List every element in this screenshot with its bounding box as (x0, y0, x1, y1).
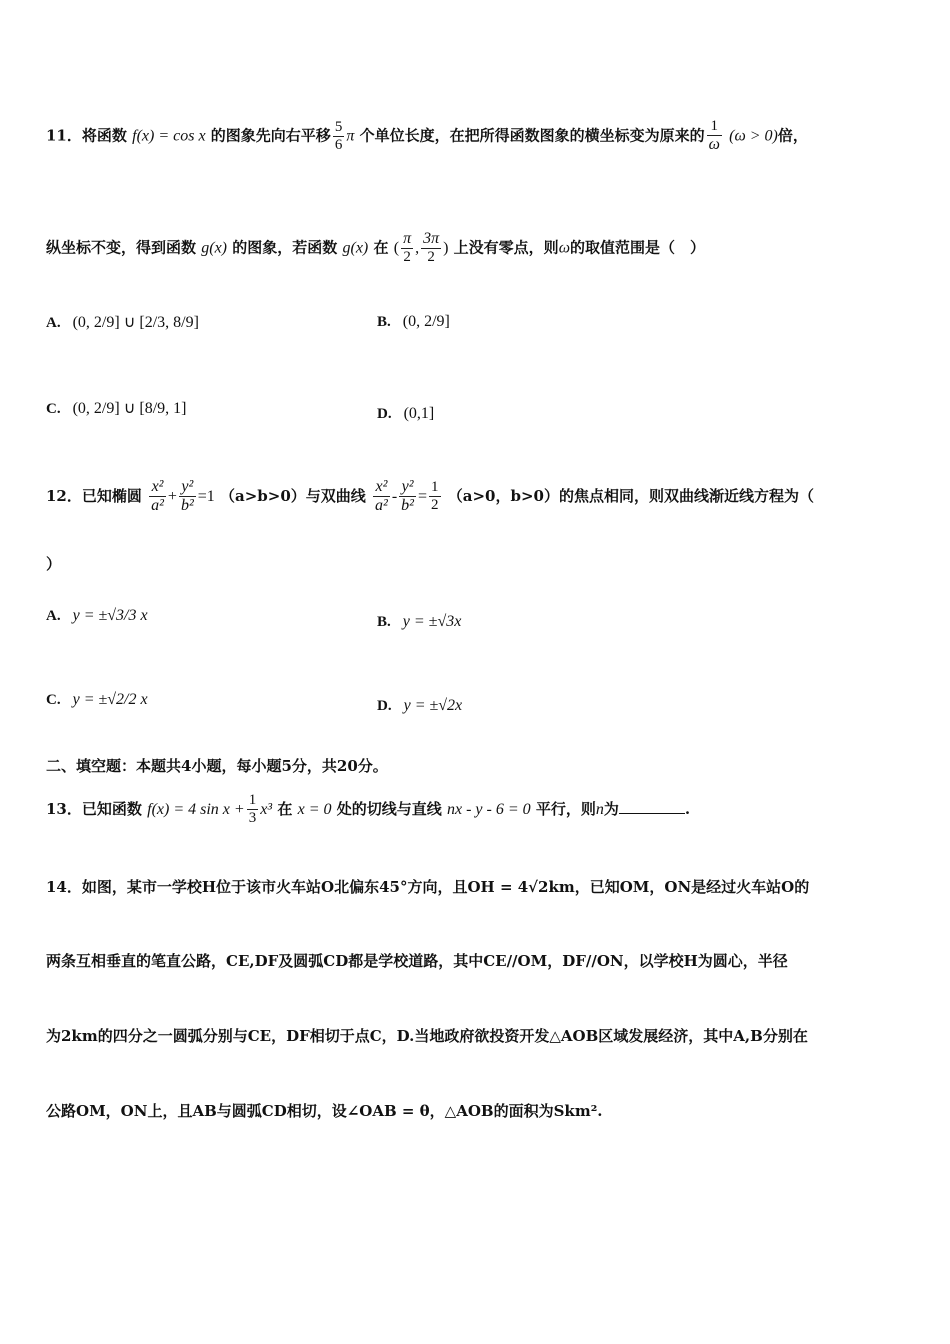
q11-interval-right: $\frac{3\pi}{2}$ (423, 230, 440, 266)
q11-line1: 11．将函数 f(x) = cos x 的图象先向右平移 $\frac{5}{6}$ π 个单位长度，在把所得函数图象的横坐标变为原来的 $\frac{1}{\omega}$ (ω > 0)倍， (46, 118, 808, 154)
q11-shift-fraction: $\frac{5}{6}$ (334, 118, 343, 153)
q11-line2: 纵坐标不变，得到函数 g(x) 的图象，若函数 g(x) 在 ( $\frac{\pi}{2}$ , $\frac{3\pi}{2}$ ) 上没有零点，则ω的取值范围是（ ） (46, 230, 705, 266)
q11-option-c[interactable]: C. (0, 2/9] ∪ [8/9, 1] (46, 400, 187, 417)
q14-line4: 公路OM，ON上，且AB与圆弧CD相切，设∠OAB = θ，△AOB的面积为Skm². (46, 1102, 603, 1120)
q12-option-b[interactable]: B. y = ±√3x (377, 613, 462, 630)
q13-line: 13．已知函数 f(x) = 4 sin x + $\frac{1}{3}$ x³ 在 x = 0 处的切线与直线 nx - y - 6 = 0 平行，则n为 . (46, 792, 691, 827)
q12-close-paren: ） (46, 555, 62, 573)
q12-line1: 12．已知椭圆 $\frac{\text{x²}}{\text{a²}}$ + $\frac{\text{y²}}{\text{b²}}$ =1 （a>b>0）与双曲线 $\frac{\text{x²}}{\text{a²}}$ - $\frac{\text{y²}}{\text{b²}}$ = $\frac{1}{2}$ （a>0，b>0）的焦点相同，则双曲线渐近线方程为（ (46, 478, 814, 515)
q12-option-a[interactable]: A. y = ±√3/3 x (46, 607, 148, 624)
q13-answer-blank[interactable] (619, 813, 685, 814)
q14-line1: 14．如图，某市一学校H位于该市火车站O北偏东45°方向，且OH = 4√2km，已知OM，ON是经过火车站O的 (46, 878, 810, 896)
q12-option-d[interactable]: D. y = ±√2x (377, 697, 463, 714)
q12-number: 12． (46, 486, 82, 505)
q11-option-a[interactable]: A. (0, 2/9] ∪ [2/3, 8/9] (46, 314, 199, 331)
q11-number: 11． (46, 126, 82, 145)
section-heading: 二、填空题：本题共4小题，每小题5分，共20分。 (46, 757, 388, 775)
q11-omega-fraction: $\frac{1}{\omega}$ (708, 118, 720, 154)
q14-line2: 两条互相垂直的笔直公路，CE,DF及圆弧CD都是学校道路，其中CE//OM，DF//ON，以学校H为圆心，半径 (46, 952, 788, 970)
q11-fx: f(x) = cos x (132, 127, 206, 145)
q12-option-c[interactable]: C. y = ±√2/2 x (46, 691, 148, 708)
q13-number: 13． (46, 799, 82, 818)
q11-option-b[interactable]: B. (0, 2/9] (377, 313, 450, 330)
q14-line3: 为2km的四分之一圆弧分别与CE，DF相切于点C，D.当地政府欲投资开发△AOB区域发展经济，其中A,B分别在 (46, 1027, 808, 1045)
q11-option-d[interactable]: D. (0,1] (377, 405, 435, 422)
q11-interval-left: $\frac{\pi}{2}$ (403, 230, 412, 266)
